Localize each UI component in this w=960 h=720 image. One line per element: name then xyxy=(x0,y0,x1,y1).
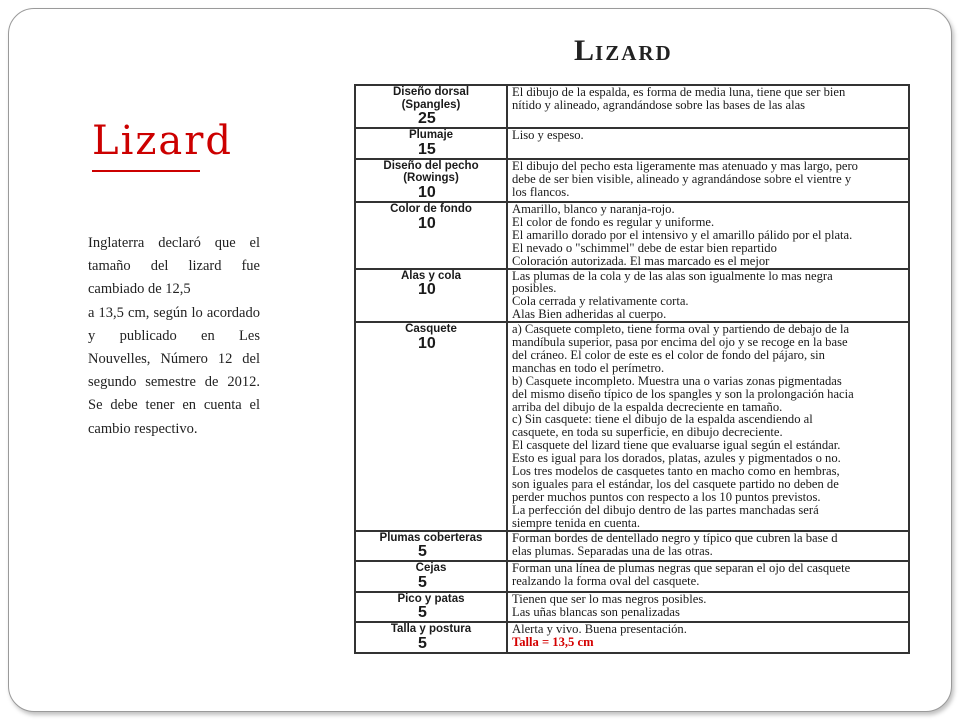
points-value: 10 xyxy=(418,214,436,232)
points-value: 10 xyxy=(418,281,436,299)
slide-title: Lizard xyxy=(92,118,234,164)
description-line: nítido y alineado, agrandándose sobre las bases de las alas xyxy=(512,97,806,112)
table-row xyxy=(355,322,909,531)
category-cell xyxy=(355,592,507,623)
category-cell xyxy=(355,159,507,202)
description-line: Los tres modelos de casquetes tanto en macho como en hembras, xyxy=(512,464,840,479)
title-underline xyxy=(92,170,200,172)
category-cell xyxy=(355,531,507,562)
body-paragraph-1: Inglaterra declaró que el tamaño del lizard fue cambiado de 12,5 xyxy=(88,235,260,298)
category-cell xyxy=(355,322,507,531)
table-row xyxy=(355,128,909,159)
description-line: arriba del dibujo de la espalda decreciente en tamaño. xyxy=(512,399,783,414)
description-line: El nevado o "schimmel" debe de estar bien repartido xyxy=(512,240,777,255)
description-line: del mismo diseño típico de los spangles y son la prolongación hacia xyxy=(512,386,854,401)
description-line: c) Sin casquete: tiene el dibujo de la espalda ascendiendo al xyxy=(512,412,813,427)
description-cell xyxy=(507,531,909,562)
description-cell xyxy=(507,322,909,531)
table-row xyxy=(355,85,909,128)
points-value: 10 xyxy=(418,183,436,201)
description-line: El casquete del lizard tiene que evaluarse igual según el estándar. xyxy=(512,438,841,453)
size-highlight: Talla = 13,5 cm xyxy=(512,635,594,650)
description-line: los flancos. xyxy=(512,184,570,199)
description-line: manchas en todo el perímetro. xyxy=(512,360,665,375)
description-cell xyxy=(507,622,909,653)
points-value: 5 xyxy=(418,543,427,561)
scan-title-rest: IZARD xyxy=(595,41,673,65)
description-cell xyxy=(507,85,909,128)
description-cell xyxy=(507,269,909,323)
category-cell xyxy=(355,269,507,323)
points-value: 10 xyxy=(418,334,436,352)
description-line: Las uñas blancas son penalizadas xyxy=(512,604,680,619)
scan-title-initial: L xyxy=(574,34,596,67)
body-paragraph-2: a 13,5 cm, según lo acordado y publicado en Les Nouvelles, Número 12 del segundo semestre de 2012. Se debe tener en cuenta el cambio respectivo. xyxy=(88,304,260,437)
description-line: Las plumas de la cola y de las alas son igualmente lo mas negra xyxy=(512,268,833,283)
description-cell xyxy=(507,128,909,159)
description-cell xyxy=(507,202,909,269)
description-line: Cola cerrada y relativamente corta. xyxy=(512,294,689,309)
category-label: Cejas xyxy=(415,562,447,575)
description-line: Forman una línea de plumas negras que separan el ojo del casquete xyxy=(512,561,851,576)
description-line: Esto es igual para los dorados, platas, azules y pigmentados o no. xyxy=(512,451,841,466)
points-value: 25 xyxy=(418,110,436,128)
table-row xyxy=(355,561,909,592)
category-label: Diseño dorsal xyxy=(392,86,470,98)
table-row xyxy=(355,592,909,623)
points-value: 15 xyxy=(418,140,436,158)
description-line: elas plumas. Separadas una de las otras. xyxy=(512,543,713,558)
category-label: Color de fondo xyxy=(390,202,472,215)
description-line: son iguales para el estándar, los del casquete partido no deben de xyxy=(512,477,839,491)
category-label: Plumas coberteras xyxy=(379,531,483,544)
scan-title xyxy=(574,34,673,68)
description-line: perder muchos puntos con respecto a los 10 puntos previstos. xyxy=(512,489,821,504)
description-line: del cráneo. El color de este es el color de fondo del pájaro, sin xyxy=(512,347,825,362)
description-line: El dibujo del pecho esta ligeramente mas atenuado y mas largo, pero xyxy=(512,158,858,173)
points-value: 5 xyxy=(418,573,427,591)
table-row xyxy=(355,269,909,323)
category-cell xyxy=(355,202,507,269)
slide-body-text xyxy=(88,232,260,441)
category-label: Diseño del pecho xyxy=(383,159,479,172)
category-label: Casquete xyxy=(405,323,457,336)
table-row xyxy=(355,159,909,202)
description-cell xyxy=(507,592,909,623)
category-label: Alas y cola xyxy=(400,269,462,282)
category-cell xyxy=(355,561,507,592)
description-line: debe de ser bien visible, alineado y agrandándose sobre el vientre y xyxy=(512,171,852,186)
category-label: Pico y patas xyxy=(397,592,465,605)
description-line: b) Casquete incompleto. Muestra una o varias zonas pigmentadas xyxy=(512,373,842,388)
category-cell xyxy=(355,128,507,159)
lizard-standard-table xyxy=(354,84,910,654)
description-line: casquete, en toda su superficie, en dibujo decreciente. xyxy=(512,425,783,440)
description-line: realzando la forma oval del casquete. xyxy=(512,574,700,589)
description-line: Forman bordes de dentellado negro y típico que cubren la base d xyxy=(512,530,838,545)
table-row xyxy=(355,531,909,562)
description-line: Liso y espeso. xyxy=(512,128,584,143)
description-line: siempre tenida en cuenta. xyxy=(512,515,640,530)
category-cell xyxy=(355,85,507,128)
category-label: Talla y postura xyxy=(390,623,472,636)
description-line: El dibujo de la espalda, es forma de media luna, tiene que ser bien xyxy=(512,85,846,99)
category-label: (Rowings) xyxy=(403,172,459,185)
category-label: (Spangles) xyxy=(401,98,461,111)
description-line: El color de fondo es regular y uniforme. xyxy=(512,214,715,229)
description-line: a) Casquete completo, tiene forma oval y partiendo de debajo de la xyxy=(512,322,850,337)
points-value: 5 xyxy=(418,635,427,652)
points-value: 5 xyxy=(418,604,427,622)
description-cell xyxy=(507,561,909,592)
table-row xyxy=(355,622,909,653)
category-cell xyxy=(355,622,507,653)
description-line: Tienen que ser lo mas negros posibles. xyxy=(512,591,707,606)
description-line: Amarillo, blanco y naranja-rojo. xyxy=(512,201,675,216)
lizard-standard-image xyxy=(354,28,912,690)
description-cell xyxy=(507,159,909,202)
description-line: El amarillo dorado por el intensivo y el amarillo pálido por el plata. xyxy=(512,227,853,242)
table-row xyxy=(355,202,909,269)
description-line: Coloración autorizada. El mas marcado es el mejor xyxy=(512,253,770,268)
description-line: Alas Bien adheridas al cuerpo. xyxy=(512,307,667,322)
description-line: posibles. xyxy=(512,281,557,296)
description-line: Alerta y vivo. Buena presentación. xyxy=(512,622,687,637)
description-line: La perfección del dibujo dentro de las partes manchadas será xyxy=(512,502,819,517)
category-label: Plumaje xyxy=(408,129,454,142)
description-line: mandíbula superior, pasa por encima del ojo y se recoge en la base xyxy=(512,335,848,350)
